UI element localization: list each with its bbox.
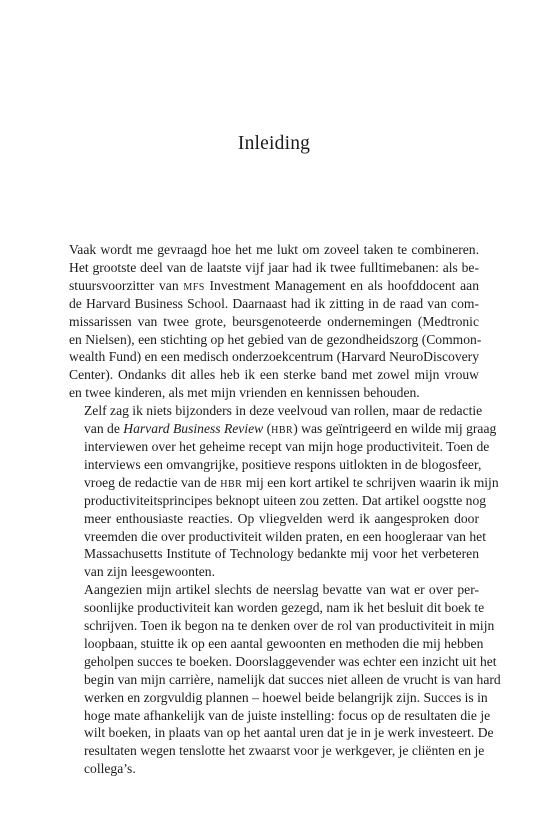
text-run: schrijven. Toen ik begon na te denken over de rol van productiviteit in mijn: [84, 618, 495, 634]
text-line: [69, 671, 501, 689]
text-line: [69, 241, 479, 259]
paragraph: [69, 241, 482, 402]
text-run: (: [263, 421, 272, 437]
text-line: [69, 635, 484, 653]
text-line: [69, 402, 483, 420]
text-line: [69, 259, 479, 277]
text-run: geholpen succes te boeken. Doorslaggevender was echter een inzicht uit het: [84, 653, 497, 669]
chapter-body: [69, 241, 501, 778]
text-run: de Harvard Business School. Daarnaast had ik zitting in de raad van com-: [69, 295, 479, 311]
text-line: [69, 492, 487, 510]
text-line: [69, 707, 491, 725]
text-run: wealth Fund) en een medisch onderzoekcentrum (Harvard NeuroDiscovery: [69, 349, 479, 365]
text-line: [69, 384, 479, 402]
text-run: wilt boeken, in plaats van op het aantal uren dat je in je werk investeert. De: [84, 725, 494, 741]
text-run: Het grootste deel van de laatste vijf jaar had ik twee fulltimebanen: als be-: [69, 259, 479, 275]
text-line: [69, 581, 479, 599]
text-line: [69, 420, 497, 438]
abbreviation: hbr: [271, 421, 294, 437]
text-run: soonlijke productiviteit kan worden gezegd, nam ik het besluit dit boek te: [84, 600, 485, 616]
text-run: werken en zorgvuldig plannen – hoewel beide belangrijk zijn. Succes is in: [84, 689, 488, 705]
text-run: stuursvoorzitter van: [69, 277, 184, 293]
text-line: [69, 331, 482, 349]
text-run: vreemden die over productiviteit wilden praten, en een hoogleraar van het: [84, 528, 486, 544]
text-run: Massachusetts Institute of Technology bedankte mij voor het verbeteren: [84, 546, 479, 562]
abbreviation: mfs: [183, 277, 205, 293]
text-line: [69, 653, 497, 671]
text-run: vroeg de redactie van de: [84, 474, 221, 490]
italic-title: Harvard Business Review: [123, 421, 264, 437]
text-line: [69, 689, 488, 707]
text-line: [69, 742, 485, 760]
chapter-title: Inleiding: [237, 133, 311, 154]
text-run: resultaten wegen tenslotte het zwaarst voor je werkgever, je cliënten en je: [84, 743, 485, 759]
text-line: [69, 295, 479, 313]
text-run: begin van mijn carrière, namelijk dat succes niet alleen de vrucht is van hard: [84, 671, 501, 687]
paragraph: [69, 402, 499, 581]
text-run: interviews een omvangrijke, positieve respons uitlokten in de blogosfeer,: [84, 456, 482, 472]
text-line: [69, 313, 479, 331]
text-line: [69, 277, 479, 295]
text-run: en twee kinderen, als met mijn vrienden en kennissen behouden.: [69, 385, 420, 401]
text-run: missarissen van twee grote, beursgenoteerde ondernemingen (Medtronic: [69, 313, 479, 329]
text-run: loopbaan, stuitte ik op een aantal gewoonten en methoden die mij hebben: [84, 635, 484, 651]
text-line: [69, 545, 479, 563]
text-run: van zijn leesgewoonten.: [84, 564, 215, 580]
text-line: [69, 438, 490, 456]
text-line: [69, 528, 486, 546]
text-run: hoge mate afhankelijk van de juiste instelling: focus op de resultaten die je: [84, 707, 491, 723]
text-line: [69, 563, 479, 581]
text-run: productiviteitsprincipes beknopt uiteen zou zetten. Dat artikel oogstte nog: [84, 492, 487, 508]
text-line: [69, 760, 479, 778]
text-line: [69, 456, 482, 474]
text-line: [69, 510, 479, 528]
text-line: [69, 599, 485, 617]
text-run: Investment Management en als hoofddocent aan: [204, 277, 480, 293]
text-line: [69, 617, 495, 635]
text-run: interviewen over het geheime recept van mijn hoge productiviteit. Toen de: [84, 438, 490, 454]
text-run: mij een kort artikel te schrijven waarin ik mijn: [242, 474, 499, 490]
text-line: [69, 474, 499, 492]
text-line: [69, 724, 494, 742]
text-line: [69, 348, 479, 366]
text-run: Aangezien mijn artikel slechts de neerslag bevatte van wat er over per-: [84, 582, 479, 598]
text-run: Zelf zag ik niets bijzonders in deze veelvoud van rollen, maar de redactie: [84, 403, 483, 419]
paragraph: [69, 581, 501, 778]
text-line: [69, 366, 479, 384]
text-run: van de: [84, 421, 124, 437]
text-run: collega’s.: [84, 761, 136, 777]
text-run: ) was geïntrigeerd en wilde mij graag: [293, 421, 497, 437]
abbreviation: hbr: [220, 474, 243, 490]
text-run: Center). Ondanks dit alles heb ik een sterke band met zowel mijn vrouw: [69, 367, 479, 383]
text-run: Vaak wordt me gevraagd hoe het me lukt om zoveel taken te combineren.: [69, 242, 479, 257]
text-run: en Nielsen), een stichting op het gebied van de gezondheidszorg (Common-: [69, 331, 482, 347]
text-run: meer enthousiaste reacties. Op vliegvelden werd ik aangesproken door: [84, 510, 479, 526]
